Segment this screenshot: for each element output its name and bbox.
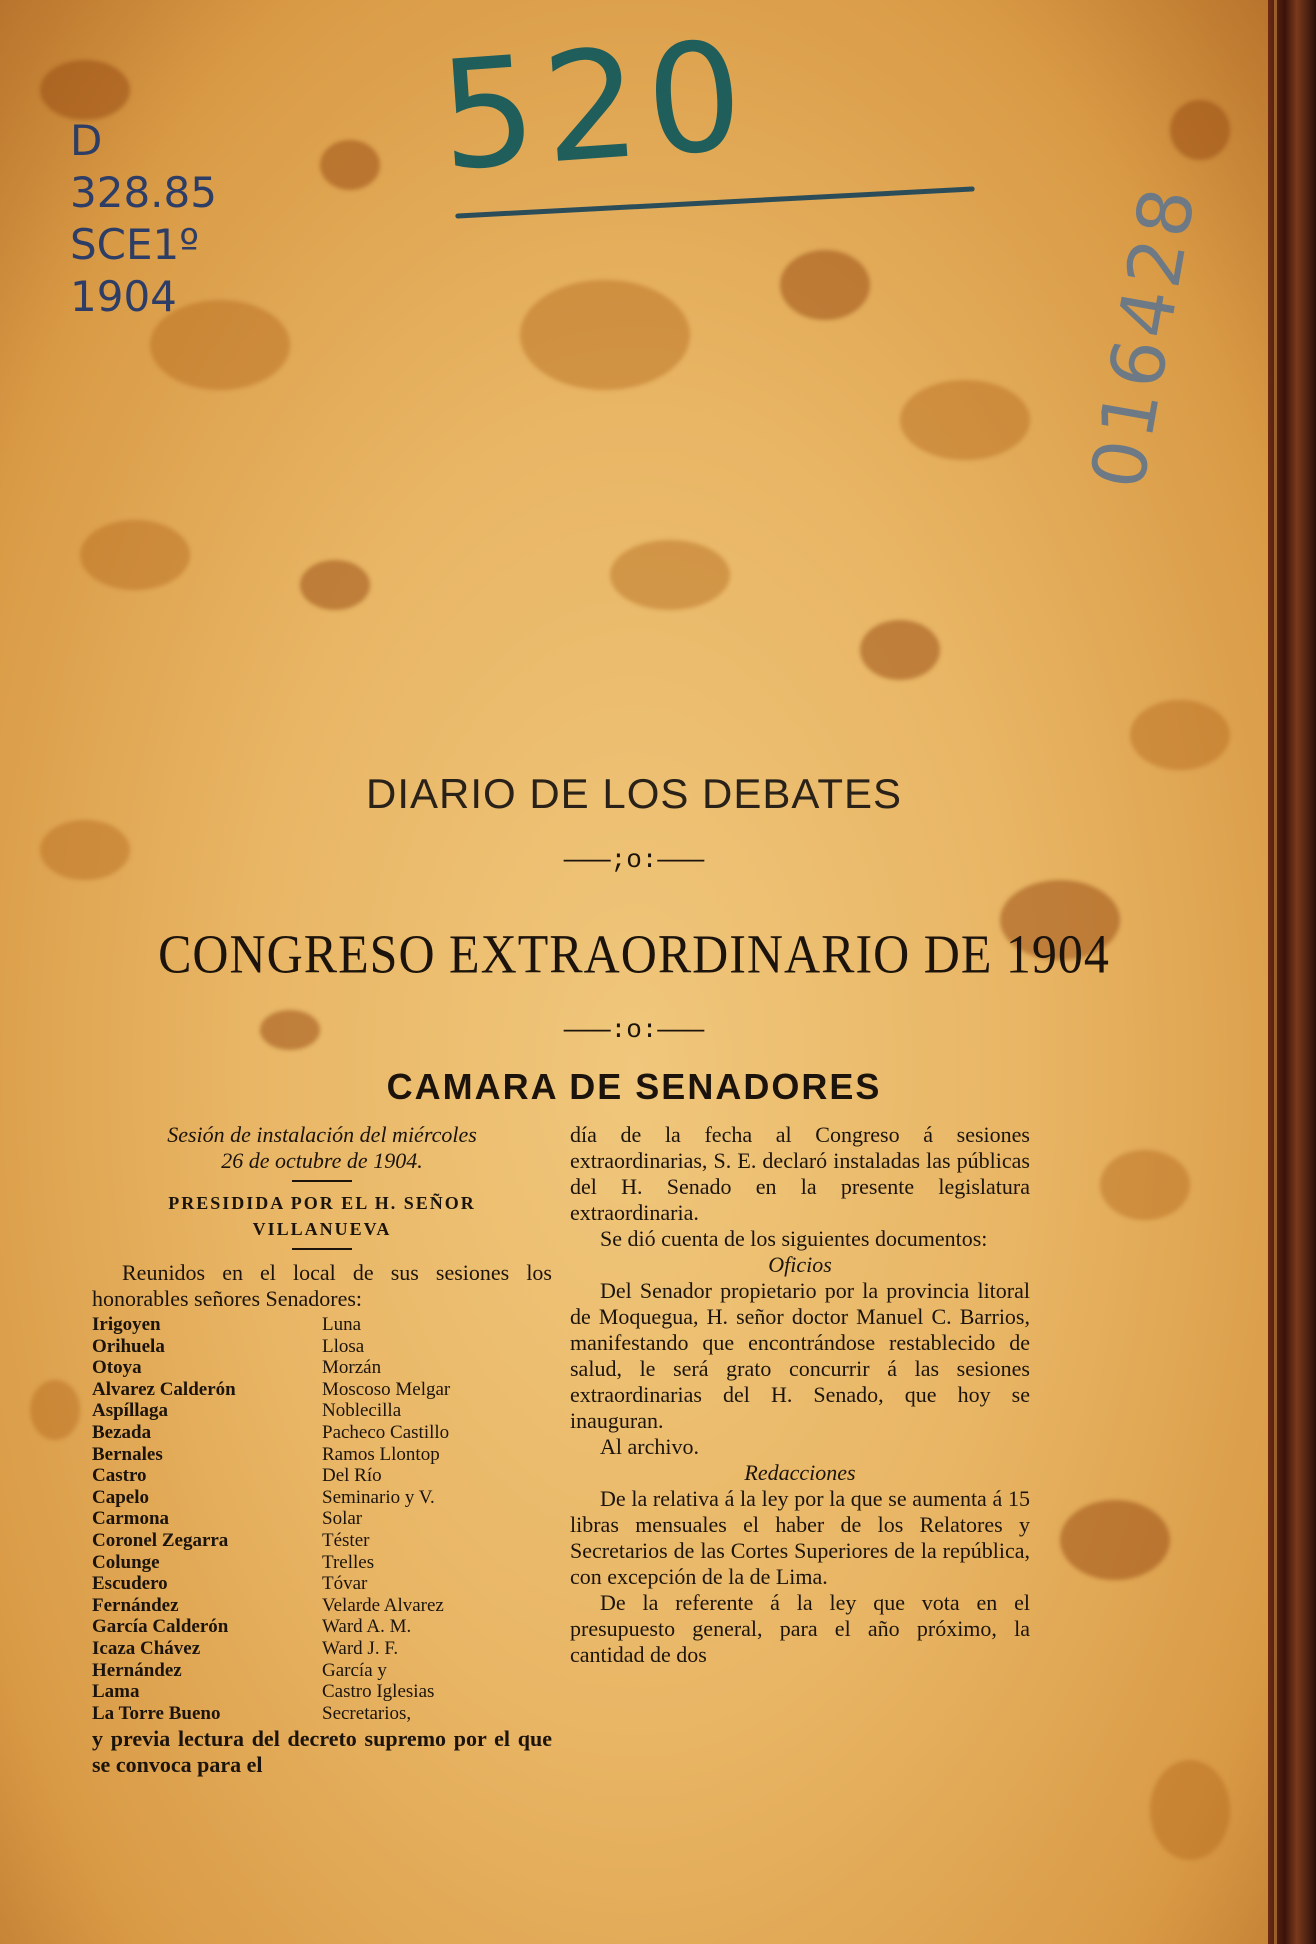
stain (1060, 1500, 1170, 1580)
stain (780, 250, 870, 320)
senator-name: Irigoyen (92, 1314, 161, 1335)
paragraph: De la relativa á la ley por la que se aumenta á 15 libras mensuales el haber de los Relatores y Secretarios de las Cortes Superiores de la república, con excepción de la de Lima. (570, 1486, 1030, 1589)
senator-name: Icaza Chávez (92, 1637, 201, 1659)
senator-name: Llosa (322, 1335, 365, 1357)
senator-name: Colunge (92, 1551, 160, 1573)
senator-name: Solar (322, 1508, 363, 1530)
call-number-line: 1904 (70, 272, 177, 321)
senator-name: Del Río (322, 1465, 382, 1487)
presided-name: VILLANUEVA (252, 1219, 392, 1239)
stain (860, 620, 940, 680)
chamber-title: CAMARA DE SENADORES (386, 1066, 882, 1107)
senator-name: Trelles (322, 1551, 375, 1573)
stain (610, 540, 730, 610)
paragraph: día de la fecha al Congreso á sesiones extraordinarias, S. E. declaró instaladas las públicas del H. Senado en la presente legislatura extraordinaria. (570, 1122, 1030, 1225)
separator: ———:o:——— (563, 1015, 705, 1045)
senator-name: Bezada (92, 1421, 152, 1443)
congress-title: CONGRESO EXTRAORDINARIO DE 1904 (158, 923, 1110, 985)
session-line: Sesión de instalación del miércoles (167, 1122, 477, 1147)
senator-name: Hernández (92, 1659, 182, 1681)
senator-name: Tóvar (322, 1573, 368, 1595)
closing-paragraph: y previa lectura del decreto supremo por el que se convoca para el (92, 1726, 552, 1778)
stain (40, 60, 130, 120)
call-number-line: D (70, 116, 103, 165)
stain (1150, 1760, 1230, 1860)
senator-name: Coronel Zegarra (92, 1529, 229, 1551)
paragraph: De la referente á la ley que vota en el presupuesto general, para el año próximo, la cantidad de dos (570, 1590, 1030, 1667)
senator-name: García y (322, 1659, 387, 1681)
senator-name: La Torre Bueno (92, 1702, 221, 1724)
stain (520, 280, 690, 390)
senator-name: Téster (322, 1529, 370, 1551)
stain (30, 1380, 80, 1440)
senator-name: García Calderón (92, 1616, 229, 1638)
senator-name: Fernández (92, 1594, 179, 1616)
senator-name: Castro Iglesias (322, 1681, 435, 1703)
paragraph: Se dió cuenta de los siguientes documentos: (600, 1226, 988, 1251)
archive-note: Al archivo. (600, 1434, 699, 1459)
senator-name: Escudero (92, 1573, 168, 1595)
senator-name: Morzán (322, 1357, 382, 1379)
senator-name: Moscoso Melgar (322, 1378, 451, 1400)
senator-name: Pacheco Castillo (322, 1421, 450, 1443)
intro-paragraph: Reunidos en el local de sus sesiones los honorables señores Senadores: (92, 1260, 552, 1311)
stain (320, 140, 380, 190)
senators-list (92, 1314, 552, 1724)
section-heading-oficios: Oficios (768, 1252, 832, 1277)
presided-line: PRESIDIDA POR EL H. SEÑOR (168, 1193, 476, 1213)
stain (1100, 1150, 1190, 1220)
book-spine (1268, 0, 1316, 1944)
separator: ———;o:——— (563, 845, 705, 875)
session-date: 26 de octubre de 1904. (221, 1148, 423, 1173)
senator-name: Luna (322, 1314, 362, 1335)
stain (1170, 100, 1230, 160)
handwritten-number: 520 (434, 9, 757, 205)
section-heading-redacciones: Redacciones (744, 1460, 856, 1485)
senator-name: Secretarios, (322, 1702, 412, 1724)
senator-name: Aspíllaga (92, 1400, 169, 1422)
divider (292, 1248, 352, 1250)
call-number-line: 328.85 (70, 168, 217, 217)
call-number (70, 115, 217, 323)
senator-name: Bernales (92, 1443, 163, 1465)
senator-name: Orihuela (92, 1335, 165, 1357)
divider (292, 1180, 352, 1182)
inventory-number: 016428 (1075, 178, 1213, 495)
call-number-line: SCE1º (70, 220, 200, 269)
senator-name: Ward J. F. (322, 1637, 399, 1659)
senator-name: Carmona (92, 1508, 170, 1530)
senators-column (322, 1314, 552, 1724)
stain (1130, 700, 1230, 770)
senator-name: Noblecilla (322, 1400, 402, 1422)
paragraph: Del Senador propietario por la provincia litoral de Moquegua, H. señor doctor Manuel C. Barrios, manifestando que encontrándose restablecido de salud, le será grato concurrir á las sesiones extraordinarias del H. Senado, que hoy se inauguran. (570, 1278, 1030, 1433)
senators-column (92, 1314, 322, 1724)
senator-name: Ramos Llontop (322, 1443, 440, 1465)
right-column (570, 1122, 1030, 1668)
senator-name: Lama (92, 1681, 140, 1703)
left-column (92, 1122, 552, 1778)
senator-name: Capelo (92, 1486, 149, 1508)
senator-name: Otoya (92, 1357, 142, 1379)
stain (80, 520, 190, 590)
senator-name: Velarde Alvarez (322, 1594, 444, 1616)
senator-name: Alvarez Calderón (92, 1378, 236, 1400)
journal-title: DIARIO DE LOS DEBATES (365, 770, 902, 817)
senator-name: Ward A. M. (322, 1616, 412, 1638)
senator-name: Castro (92, 1465, 147, 1487)
stain (300, 560, 370, 610)
senator-name: Seminario y V. (322, 1486, 435, 1508)
stain (900, 380, 1030, 460)
